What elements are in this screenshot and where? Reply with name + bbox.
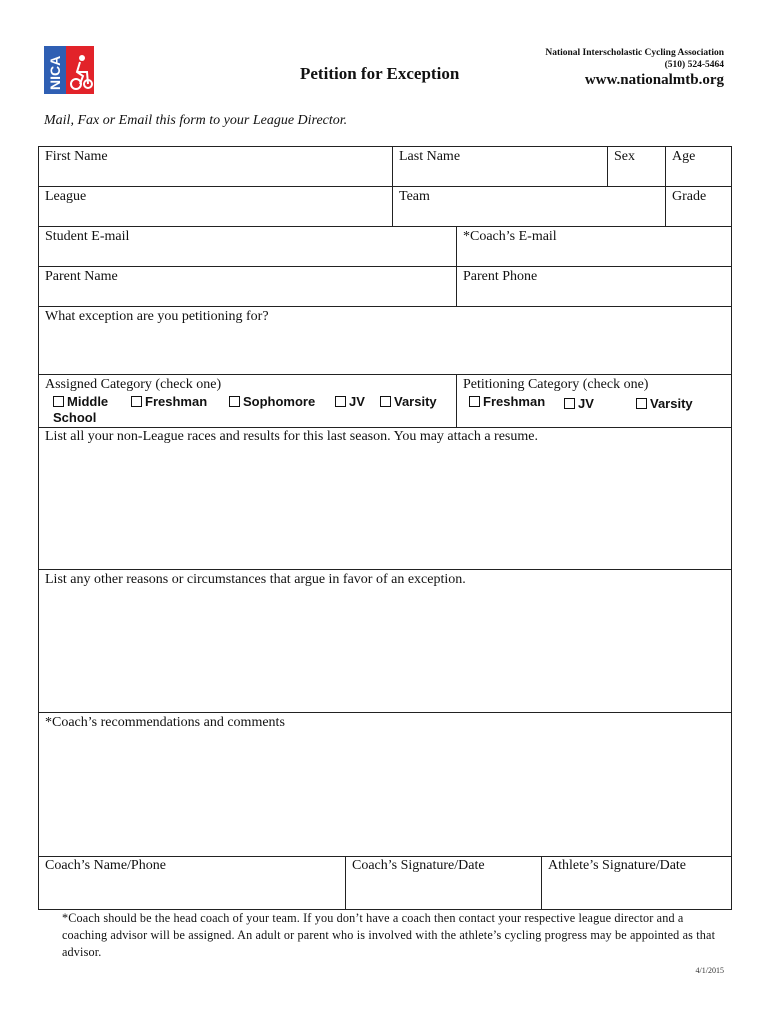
checkbox-icon — [636, 398, 647, 409]
athlete-signature-field[interactable]: Athlete’s Signature/Date — [548, 858, 687, 873]
parent-phone-field[interactable]: Parent Phone — [463, 269, 538, 284]
petition-freshman-checkbox[interactable] — [469, 394, 545, 409]
form-table — [38, 146, 732, 910]
assigned-category-label: Assigned Category (check one) — [45, 377, 222, 392]
col-divider — [456, 226, 457, 306]
logo-text: NICA — [47, 55, 63, 90]
checkbox-label: Middle — [67, 394, 109, 409]
races-results-field[interactable]: List all your non-League races and results for this last season. You may attach a resume. — [45, 429, 538, 444]
grade-field[interactable]: Grade — [672, 189, 707, 204]
instructions: Mail, Fax or Email this form to your League Director. — [44, 113, 348, 128]
coach-signature-field[interactable]: Coach’s Signature/Date — [352, 858, 485, 873]
sex-field[interactable]: Sex — [614, 149, 635, 164]
petition-jv-checkbox[interactable] — [564, 396, 594, 411]
col-divider — [392, 146, 393, 226]
checkbox-label: Varsity — [650, 396, 693, 411]
parent-name-field[interactable]: Parent Name — [45, 269, 118, 284]
row-divider — [38, 306, 732, 307]
assigned-varsity-checkbox[interactable] — [380, 394, 437, 409]
website-link[interactable]: www.nationalmtb.org — [584, 72, 724, 88]
first-name-field[interactable]: First Name — [45, 149, 108, 164]
nica-logo — [44, 46, 94, 94]
row-divider — [38, 856, 732, 857]
checkbox-label: Sophomore — [243, 394, 316, 409]
exception-question-field[interactable]: What exception are you petitioning for? — [45, 309, 269, 324]
assigned-sophomore-checkbox[interactable] — [229, 394, 315, 409]
row-divider — [38, 226, 732, 227]
row-divider — [38, 427, 732, 428]
checkbox-icon — [131, 396, 142, 407]
age-field[interactable]: Age — [672, 149, 696, 164]
coach-comments-field[interactable]: *Coach’s recommendations and comments — [45, 715, 285, 730]
org-info — [545, 47, 724, 71]
assigned-middle-checkbox[interactable] — [53, 394, 108, 409]
row-divider — [38, 374, 732, 375]
checkbox-icon — [469, 396, 480, 407]
checkbox-icon — [229, 396, 240, 407]
team-field[interactable]: Team — [399, 189, 430, 204]
row-divider — [38, 712, 732, 713]
checkbox-label: JV — [349, 394, 365, 409]
checkbox-icon — [53, 396, 64, 407]
assigned-middle-wrap: School — [53, 410, 97, 425]
last-name-field[interactable]: Last Name — [399, 149, 461, 164]
checkbox-label: Freshman — [483, 394, 546, 409]
checkbox-label: Varsity — [394, 394, 437, 409]
col-divider — [541, 856, 542, 910]
footnote: *Coach should be the head coach of your team. If you don’t have a coach then contact your respective league director and a coaching advisor will be assigned. An adult or parent who is involved with the athlete’s cycling progress may be appointed as that advisor. — [62, 911, 716, 959]
col-divider — [345, 856, 346, 910]
assigned-freshman-checkbox[interactable] — [131, 394, 207, 409]
assigned-jv-checkbox[interactable] — [335, 394, 365, 409]
row-divider — [38, 186, 732, 187]
checkbox-icon — [380, 396, 391, 407]
org-name: National Interscholastic Cycling Association — [545, 48, 724, 58]
form-title: Petition for Exception — [300, 64, 460, 83]
col-divider — [607, 146, 608, 186]
row-divider — [38, 569, 732, 570]
col-divider — [456, 374, 457, 427]
coach-email-field[interactable]: *Coach’s E-mail — [463, 229, 557, 244]
checkbox-icon — [335, 396, 346, 407]
league-field[interactable]: League — [45, 189, 87, 204]
row-divider — [38, 266, 732, 267]
checkbox-label: Freshman — [145, 394, 208, 409]
revision-date: 4/1/2015 — [695, 966, 724, 975]
other-reasons-field[interactable]: List any other reasons or circumstances that argue in favor of an exception. — [45, 572, 466, 587]
student-email-field[interactable]: Student E-mail — [45, 229, 130, 244]
coach-name-phone-field[interactable]: Coach’s Name/Phone — [45, 858, 166, 873]
checkbox-icon — [564, 398, 575, 409]
petitioning-category-label: Petitioning Category (check one) — [463, 377, 649, 392]
org-phone: (510) 524-5464 — [664, 60, 724, 70]
petition-varsity-checkbox[interactable] — [636, 396, 693, 411]
checkbox-label: JV — [578, 396, 594, 411]
col-divider — [665, 146, 666, 226]
